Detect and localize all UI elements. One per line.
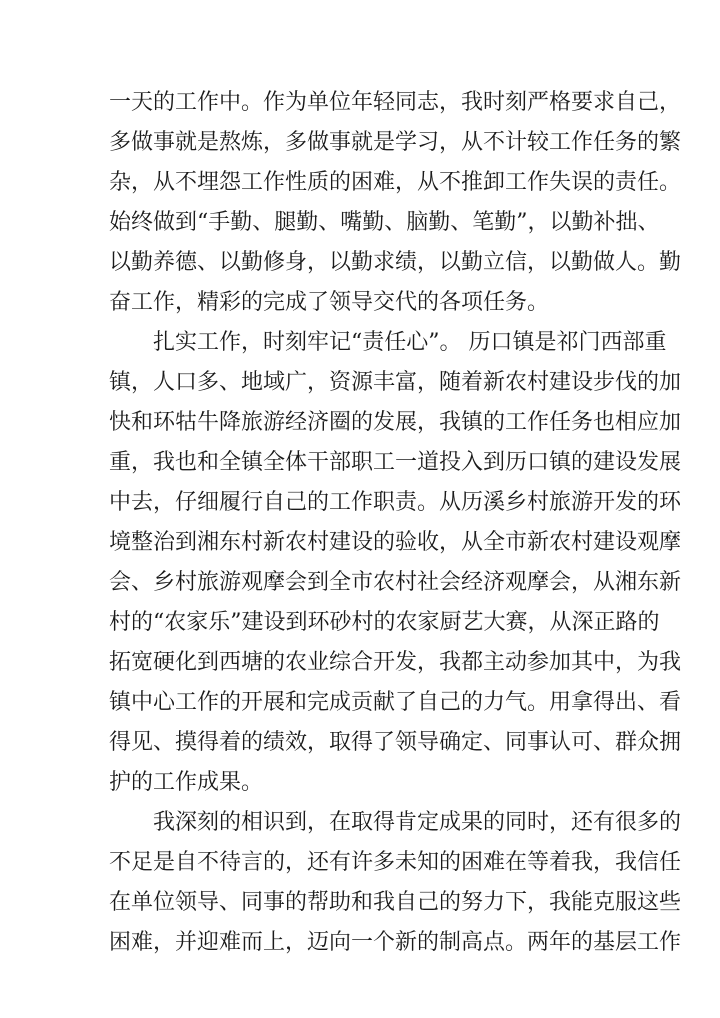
text-line: 拓宽硬化到西塘的农业综合开发，我都主动参加其中，为我 [109, 650, 682, 675]
text-line: 杂，从不埋怨工作性质的困难，从不推卸工作失误的责任。 [109, 170, 682, 195]
text-line: 会、乡村旅游观摩会到全市农村社会经济观摩会，从湘东新 [109, 570, 682, 595]
text-line: 一天的工作中。作为单位年轻同志，我时刻严格要求自己， [109, 90, 682, 115]
text-line: 得见、摸得着的绩效，取得了领导确定、同事认可、群众拥 [109, 730, 682, 755]
text-line: 快和环牯牛降旅游经济圈的发展，我镇的工作任务也相应加 [109, 410, 682, 435]
text-line: 始终做到“手勤、腿勤、嘴勤、脑勤、笔勤”，以勤补拙、 [109, 210, 660, 235]
text-line: 困难，并迎难而上，迈向一个新的制高点。两年的基层工作 [109, 930, 682, 955]
text-line: 多做事就是熬炼，多做事就是学习，从不计较工作任务的繁 [109, 130, 682, 155]
text-line: 重，我也和全镇全体干部职工一道投入到历口镇的建设发展 [109, 450, 682, 475]
text-line: 护的工作成果。 [109, 770, 264, 795]
text-line: 村的“农家乐”建设到环砂村的农家厨艺大赛，从深正路的 [109, 610, 660, 635]
text-line: 以勤养德、以勤修身，以勤求绩，以勤立信，以勤做人。勤 [109, 250, 682, 275]
text-line: 镇，人口多、地域广，资源丰富，随着新农村建设步伐的加 [109, 370, 682, 395]
text-line: 奋工作，精彩的完成了领导交代的各项任务。 [109, 290, 550, 315]
text-line: 境整治到湘东村新农村建设的验收，从全市新农村建设观摩 [109, 530, 682, 555]
text-line: 不足是自不待言的，还有许多未知的困难在等着我，我信任 [109, 850, 682, 875]
text-line: 中去，仔细履行自己的工作职责。从历溪乡村旅游开发的环 [109, 490, 682, 515]
text-line: 镇中心工作的开展和完成贡献了自己的力气。用拿得出、看 [109, 690, 682, 715]
paragraph-first-line: 我深刻的相识到，在取得肯定成果的同时，还有很多的 [153, 810, 682, 835]
text-line: 在单位领导、同事的帮助和我自己的努力下，我能克服这些 [109, 890, 682, 915]
paragraph-first-line: 扎实工作，时刻牢记“责任心”。 历口镇是祁门西部重 [153, 330, 667, 355]
